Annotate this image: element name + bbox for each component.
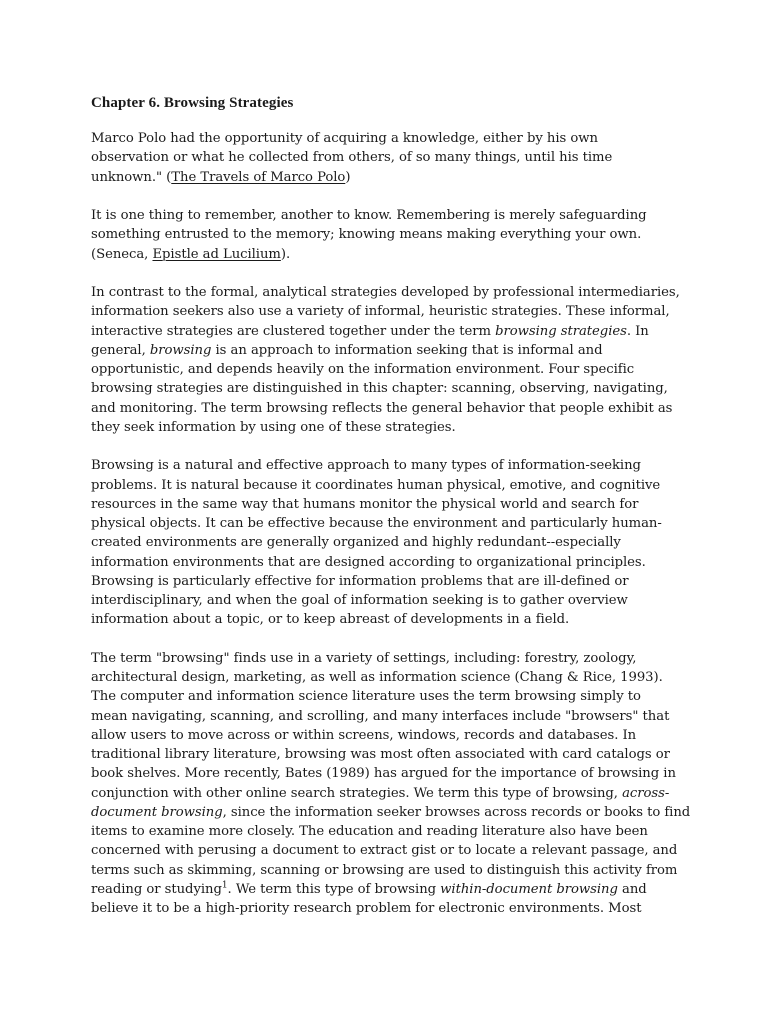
text-segment: (Seneca, (91, 246, 153, 262)
text-segment: and (617, 881, 647, 897)
text-line: opportunistic, and depends heavily on the information environment. Four specific (91, 362, 635, 378)
text-line: and monitoring. The term browsing reflects the general behavior that people exhibit as (91, 400, 673, 416)
text-line: The term "browsing" finds use in a variety of settings, including: forestry, zoology, (91, 650, 637, 666)
text-segment: . In (626, 323, 649, 339)
text-line (91, 341, 691, 360)
text-line: browsing strategies are distinguished in this chapter: scanning, observing, navigating, (91, 381, 668, 397)
text-line: architectural design, marketing, as well as information science (Chang & Rice, 1993). (91, 670, 663, 686)
text-segment: general, (91, 342, 150, 358)
text-segment: ) (345, 169, 351, 185)
text-segment: ). (280, 246, 291, 262)
text-segment: , since the information seeker browses across records or books to find (222, 804, 691, 820)
text-line (91, 322, 691, 341)
text-line: Browsing is particularly effective for information problems that are ill-defined or (91, 573, 629, 589)
text-line: created environments are generally organized and highly redundant--especially (91, 535, 621, 551)
text-line (91, 784, 691, 803)
text-line: allow users to move across or within screens, windows, records and databases. In (91, 727, 637, 743)
text-line: traditional library literature, browsing was most often associated with card catalogs or (91, 747, 670, 763)
text-line: interdisciplinary, and when the goal of information seeking is to gather overview (91, 593, 628, 609)
text-line: In contrast to the formal, analytical strategies developed by professional intermediaries, (91, 285, 680, 301)
text-line: observation or what he collected from others, of so many things, until his time (91, 150, 613, 166)
text-line: The computer and information science literature uses the term browsing simply to (91, 689, 641, 705)
text-line: information about a topic, or to keep abreast of developments in a field. (91, 612, 570, 628)
text-segment: interactive strategies are clustered together under the term (91, 323, 496, 339)
text-line: problems. It is natural because it coordinates human physical, emotive, and cognitive (91, 477, 661, 493)
text-line (91, 245, 691, 264)
text-line: It is one thing to remember, another to know. Remembering is merely safeguarding (91, 208, 647, 224)
paragraph-natural-effective (91, 456, 691, 629)
text-line: mean navigating, scanning, and scrolling, and many interfaces include "browsers" that (91, 708, 670, 724)
text-line: book shelves. More recently, Bates (1989) has argued for the importance of browsing in (91, 766, 676, 782)
text-line: information environments that are designed according to organizational principles. (91, 554, 646, 570)
text-line (91, 880, 691, 899)
text-line: resources in the same way that humans monitor the physical world and search for (91, 496, 639, 512)
citation-epistle-ad-lucilium: Epistle ad Lucilium (152, 246, 281, 262)
text-line: physical objects. It can be effective because the environment and particularly human- (91, 516, 662, 532)
text-line: items to examine more closely. The education and reading literature also have been (91, 824, 648, 840)
epigraph-seneca (91, 206, 691, 264)
emphasis: within-document browsing (440, 881, 618, 897)
emphasis: across- (622, 785, 670, 801)
text-line: they seek information by using one of these strategies. (91, 419, 456, 435)
text-segment: reading or studying (91, 881, 222, 897)
text-segment: unknown." ( (91, 169, 172, 185)
epigraph-marco-polo (91, 129, 691, 187)
text-line: terms such as skimming, scanning or browsing are used to distinguish this activity from (91, 862, 678, 878)
paragraph-intro (91, 283, 691, 437)
text-line (91, 803, 691, 822)
text-line: Marco Polo had the opportunity of acquiring a knowledge, either by his own (91, 131, 598, 146)
document-page (91, 94, 691, 938)
emphasis: browsing (149, 342, 212, 358)
paragraph-term-browsing (91, 649, 691, 919)
text-segment: . We term this type of browsing (227, 881, 441, 897)
text-line: Browsing is a natural and effective approach to many types of information-seeking (91, 458, 641, 474)
text-line: something entrusted to the memory; knowing means making everything your own. (91, 227, 642, 243)
emphasis: document browsing (91, 804, 223, 820)
chapter-title: Chapter 6. Browsing Strategies (91, 95, 294, 111)
emphasis: browsing strategies (495, 323, 627, 339)
footnote-marker: 1 (221, 880, 228, 891)
citation-travels-of-marco-polo: The Travels of Marco Polo (171, 169, 346, 185)
text-line: information seekers also use a variety of informal, heuristic strategies. These informal, (91, 304, 670, 320)
text-segment: is an approach to information seeking that is informal and (211, 342, 603, 358)
text-line (91, 168, 691, 187)
text-line: believe it to be a high-priority research problem for electronic environments. Most (91, 901, 642, 917)
text-segment: conjunction with other online search strategies. We term this type of browsing, (91, 785, 623, 801)
text-line: concerned with perusing a document to extract gist or to locate a relevant passage, and (91, 843, 678, 859)
